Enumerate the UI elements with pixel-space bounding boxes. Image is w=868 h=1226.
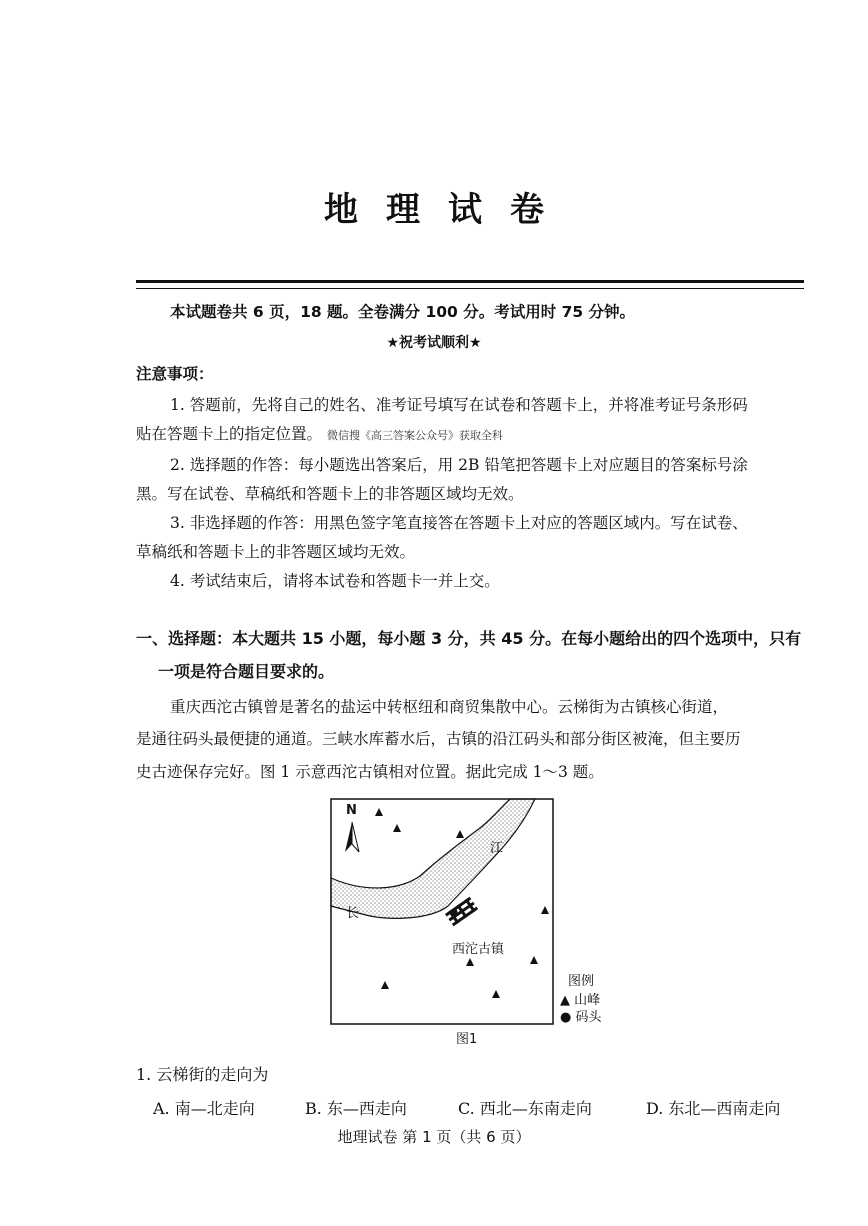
page-title: 地理试卷: [324, 190, 572, 230]
notice-item-4: 4. 考试结束后，请将本试卷和答题卡一并上交。: [170, 572, 500, 590]
notice-item-2-cont: 黑。写在试卷、草稿纸和答题卡上的非答题区域均无效。: [136, 485, 524, 503]
passage-line-2: 是通往码头最便捷的通道。三峡水库蓄水后，古镇的沿江码头和部分街区被淹，但主要历: [136, 730, 741, 748]
legend-dock-label: 码头: [575, 1010, 602, 1025]
river-label-chang: 长: [346, 906, 360, 921]
good-luck-text: ★祝考试顺利★: [386, 335, 482, 351]
title-rule-thick: [136, 280, 804, 283]
notice-item-2: 2. 选择题的作答：每小题选出答案后，用 2B 铅笔把答题卡上对应题目的答案标号涂: [170, 456, 748, 474]
legend-peak-icon: ▲: [560, 993, 570, 1008]
notice-item-3: 3. 非选择题的作答：用黑色签字笔直接答在答题卡上对应的答题区域内。写在试卷、: [170, 514, 748, 532]
north-label: N: [346, 803, 357, 818]
watermark-text: 微信搜《高三答案公众号》获取全科: [326, 429, 503, 442]
section-heading: 一、选择题：本大题共 15 小题，每小题 3 分，共 45 分。在每小题给出的四个选项中，只有: [136, 629, 802, 648]
figure-caption: 图1: [456, 1032, 478, 1047]
town-label: 西沱古镇: [452, 942, 505, 957]
page-footer: 地理试卷 第 1 页（共 6 页）: [337, 1128, 531, 1146]
legend-title: 图例: [568, 974, 595, 989]
notice-item-1-cont: [136, 422, 503, 444]
notice-item-3-cont: 草稿纸和答题卡上的非答题区域均无效。: [136, 543, 416, 561]
legend-dock: [560, 1006, 602, 1025]
notice-item-1-cont-text: 贴在答题卡上的指定位置。: [136, 425, 323, 443]
exam-intro: 本试题卷共 6 页，18 题。全卷满分 100 分。考试用时 75 分钟。: [170, 303, 636, 321]
notice-item-1: 1. 答题前，先将自己的姓名、准考证号填写在试卷和答题卡上，并将准考证号条形码: [170, 396, 748, 414]
legend-dock-icon: ●: [560, 1010, 572, 1025]
option-c: C. 西北—东南走向: [458, 1099, 592, 1118]
question-1-stem: 1. 云梯街的走向为: [136, 1065, 269, 1084]
section-heading-cont: 一项是符合题目要求的。: [158, 662, 335, 681]
option-b: B. 东—西走向: [305, 1099, 407, 1118]
notice-heading: 注意事项：: [136, 365, 214, 383]
title-rule-thin: [136, 288, 804, 289]
figure-1-map: [330, 798, 554, 1025]
legend-peak-label: 山峰: [574, 993, 601, 1008]
dock-point: [451, 909, 458, 916]
option-a: A. 南—北走向: [153, 1099, 255, 1118]
passage-line-1: 重庆西沱古镇曾是著名的盐运中转枢纽和商贸集散中心。云梯街为古镇核心街道，: [170, 698, 729, 716]
option-d: D. 东北—西南走向: [646, 1099, 781, 1118]
river-label-jiang: 江: [490, 841, 504, 856]
passage-line-3: 史古迹保存完好。图 1 示意西沱古镇相对位置。据此完成 1～3 题。: [136, 763, 604, 781]
